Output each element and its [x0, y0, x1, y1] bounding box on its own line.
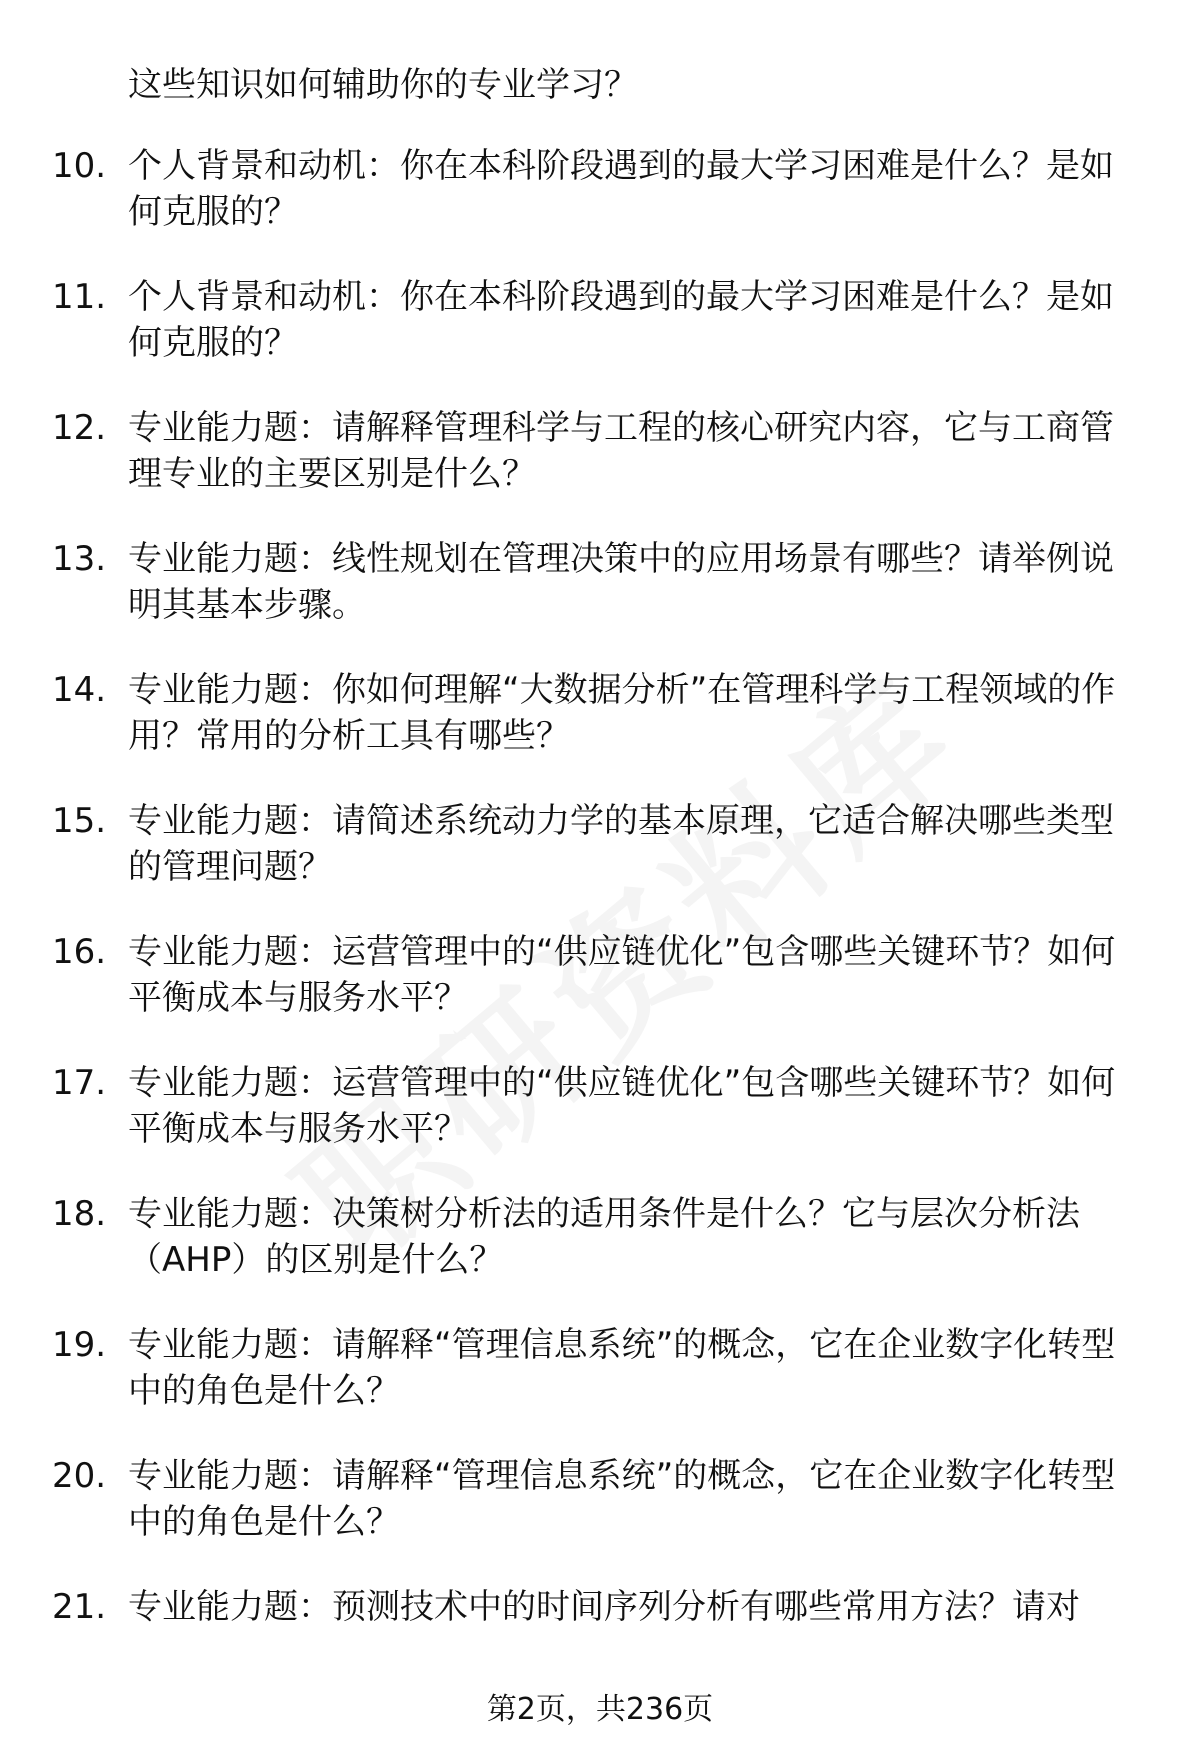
question-number: 15. — [52, 801, 107, 841]
question-number: 18. — [52, 1194, 107, 1234]
page-footer: 第2页，共236页 — [486, 1692, 714, 1727]
question-item — [0, 405, 1200, 536]
question-item — [0, 929, 1200, 1060]
question-item — [0, 667, 1200, 798]
question-text: 专业能力题：你如何理解“大数据分析”在管理科学与工程领域的作用？常用的分析工具有哪些？ — [128, 670, 1116, 756]
question-item — [0, 1191, 1200, 1322]
question-number: 19. — [52, 1325, 107, 1365]
question-text: 专业能力题：运营管理中的“供应链优化”包含哪些关键环节？如何平衡成本与服务水平？ — [128, 1063, 1116, 1149]
question-item — [0, 798, 1200, 929]
question-number: 12. — [52, 408, 107, 448]
question-item — [0, 274, 1200, 405]
question-number: 10. — [52, 146, 107, 186]
question-text: 个人背景和动机：你在本科阶段遇到的最大学习困难是什么？是如何克服的？ — [128, 277, 1114, 363]
question-text: 个人背景和动机：你在本科阶段遇到的最大学习困难是什么？是如何克服的？ — [128, 146, 1114, 232]
question-text: 专业能力题：请解释管理科学与工程的核心研究内容，它与工商管理专业的主要区别是什么？ — [128, 408, 1114, 494]
question-text: 专业能力题：决策树分析法的适用条件是什么？它与层次分析法（AHP）的区别是什么？ — [128, 1194, 1080, 1280]
question-text: 专业能力题：请简述系统动力学的基本原理，它适合解决哪些类型的管理问题？ — [128, 801, 1114, 887]
question-item — [0, 1453, 1200, 1584]
question-text: 专业能力题：线性规划在管理决策中的应用场景有哪些？请举例说明其基本步骤。 — [128, 539, 1114, 625]
question-number: 14. — [52, 670, 107, 710]
question-item — [0, 536, 1200, 667]
continuation-text: 这些知识如何辅助你的专业学习？ — [128, 65, 638, 105]
question-item — [0, 1322, 1200, 1453]
question-text: 专业能力题：请解释“管理信息系统”的概念，它在企业数字化转型中的角色是什么？ — [128, 1325, 1116, 1411]
question-number: 17. — [52, 1063, 107, 1103]
question-number: 16. — [52, 932, 107, 972]
question-text: 专业能力题：运营管理中的“供应链优化”包含哪些关键环节？如何平衡成本与服务水平？ — [128, 932, 1116, 1018]
question-text: 专业能力题：预测技术中的时间序列分析有哪些常用方法？请对 — [128, 1587, 1080, 1627]
question-item — [0, 143, 1200, 274]
question-item — [0, 1060, 1200, 1191]
question-list — [0, 143, 1200, 1715]
question-number: 11. — [52, 277, 107, 317]
question-number: 20. — [52, 1456, 107, 1496]
question-text: 专业能力题：请解释“管理信息系统”的概念，它在企业数字化转型中的角色是什么？ — [128, 1456, 1116, 1542]
question-number: 21. — [52, 1587, 107, 1627]
question-number: 13. — [52, 539, 107, 579]
